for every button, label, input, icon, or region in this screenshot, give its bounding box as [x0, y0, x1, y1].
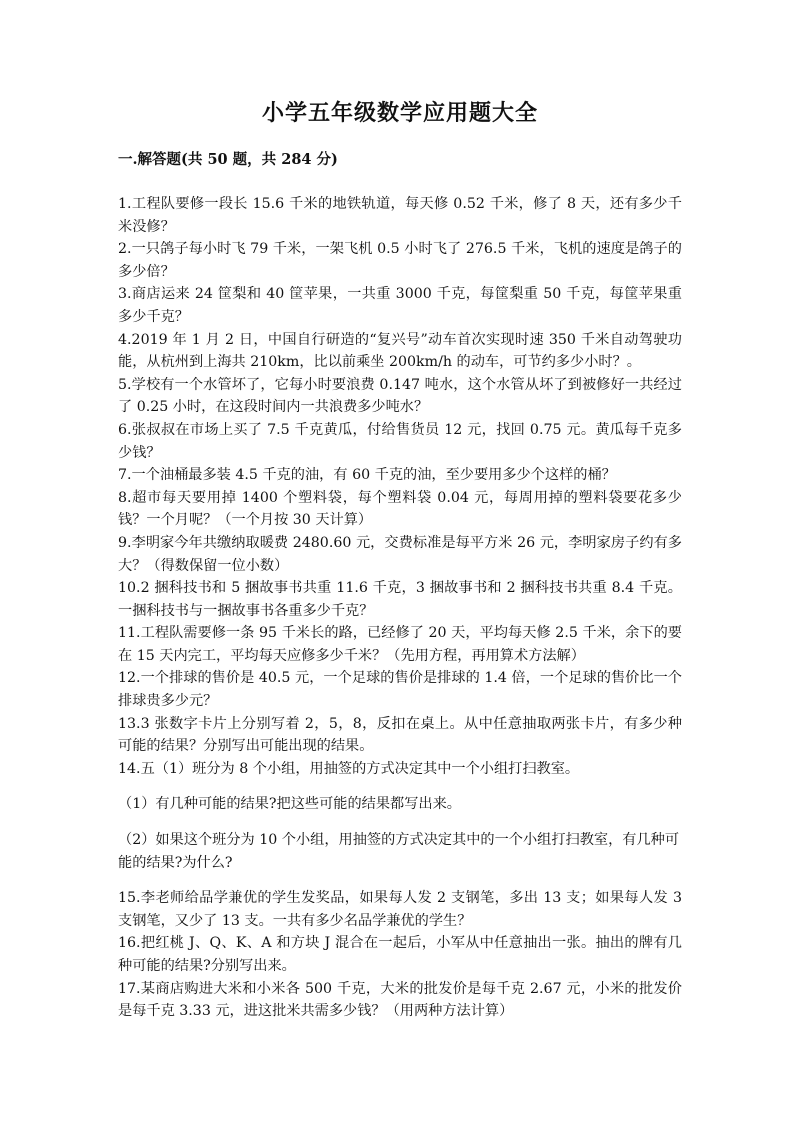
question-13: 13.3 张数字卡片上分别写着 2，5，8，反扣在桌上。从中任意抽取两张卡片，有多少种可能的结果？分别写出可能出现的结果。 — [118, 715, 682, 755]
question-12: 12.一个排球的售价是 40.5 元，一个足球的售价是排球的 1.4 倍，一个足球的售价比一个排球贵多少元？ — [118, 670, 682, 710]
question-11: 11.工程队需要修一条 95 千米长的路，已经修了 20 天，平均每天修 2.5 千米，余下的要在 15 天内完工，平均每天应修多少千米？（先用方程，再用算术方法解） — [118, 625, 682, 664]
page-title: 小学五年级数学应用题大全 — [261, 100, 538, 126]
question-4: 4.2019 年 1 月 2 日，中国自行研造的“复兴号”动车首次实现时速 350 千米自动驾驶功能，从杭州到上海共 210km，比以前乘坐 200km/h 的动车，可节约多少小时？。 — [118, 331, 682, 371]
question-16: 16.把红桃 J、Q、K、A 和方块 J 混合在一起后，小军从中任意抽出一张。抽出的牌有几种可能的结果?分别写出来。 — [118, 935, 682, 974]
question-5: 5.学校有一个水管坏了，它每小时要浪费 0.147 吨水，这个水管从坏了到被修好一共经过了 0.25 小时，在这段时间内一共浪费多少吨水？ — [118, 376, 682, 416]
question-14-sub-1: （1）有几种可能的结果?把这些可能的结果都写出来。 — [118, 796, 461, 813]
question-6: 6.张叔叔在市场上买了 7.5 千克黄瓜，付给售货员 12 元，找回 0.75 元。黄瓜每千克多少钱？ — [118, 421, 682, 461]
question-15: 15.李老师给品学兼优的学生发奖品，如果每人发 2 支钢笔，多出 13 支；如果每人发 3 支钢笔，又少了 13 支。一共有多少名品学兼优的学生？ — [118, 890, 682, 929]
question-2: 2.一只鸽子每小时飞 79 千米，一架飞机 0.5 小时飞了 276.5 千米，飞机的速度是鸽子的多少倍？ — [118, 241, 682, 280]
question-3: 3.商店运来 24 筐梨和 40 筐苹果，一共重 3000 千克，每筐梨重 50 千克，每筐苹果重多少千克？ — [118, 286, 682, 325]
question-10: 10.2 捆科技书和 5 捆故事书共重 11.6 千克，3 捆故事书和 2 捆科技书共重 8.4 千克。一捆科技书与一捆故事书各重多少千克？ — [118, 580, 682, 619]
question-8: 8.超市每天要用掉 1400 个塑料袋，每个塑料袋 0.04 元，每周用掉的塑料袋要花多少钱？一个月呢？（一个月按 30 天计算） — [118, 489, 682, 529]
question-1: 1.工程队要修一段长 15.6 千米的地铁轨道，每天修 0.52 千米，修了 8 天，还有多少千米没修？ — [118, 196, 682, 235]
question-7: 7.一个油桶最多装 4.5 千克的油，有 60 千克的油，至少要用多少个这样的桶？ — [118, 467, 616, 484]
question-14: 14.五（1）班分为 8 个小组，用抽签的方式决定其中一个小组打扫教室。 — [118, 760, 580, 777]
question-17: 17.某商店购进大米和小米各 500 千克，大米的批发价是每千克 2.67 元，小米的批发价是每千克 3.33 元，进这批米共需多少钱？（用两种方法计算） — [118, 980, 682, 1020]
section-heading: 一.解答题(共 50 题，共 284 分) — [118, 151, 338, 168]
question-14-sub-2: （2）如果这个班分为 10 个小组，用抽签的方式决定其中的一个小组打扫教室，有几种可能的结果?为什么? — [118, 832, 680, 871]
question-9: 9.李明家今年共缴纳取暖费 2480.60 元，交费标准是每平方米 26 元，李明家房子约有多大？（得数保留一位小数） — [118, 534, 682, 574]
question-list — [118, 193, 682, 1023]
